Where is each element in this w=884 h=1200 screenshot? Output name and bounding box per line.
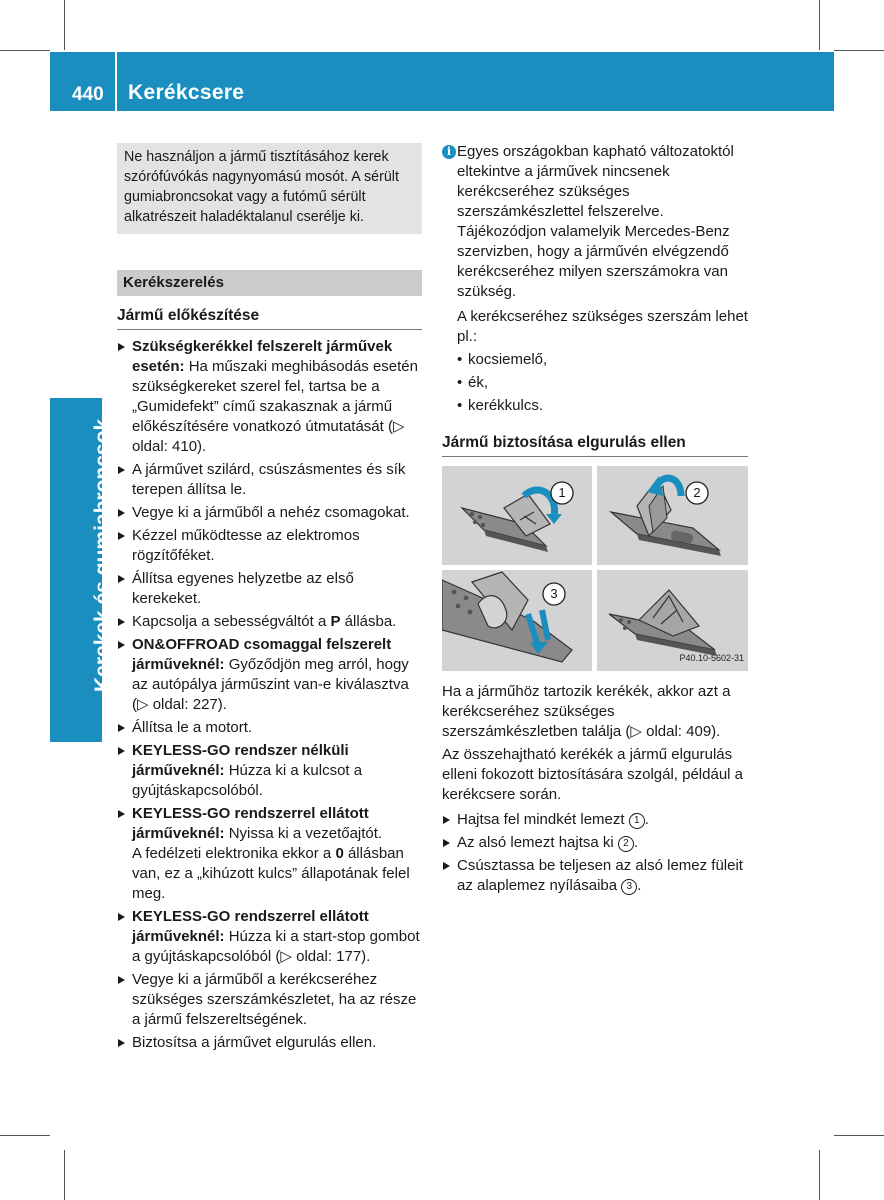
step-bold: ON&OFFROAD csomaggal felszerelt járműveknél:: [132, 636, 392, 673]
step-text: Vegye ki a járműből a kerékcseréhez szükséges szerszámkészletet, ha az része a jármű felszereltségének.: [132, 971, 417, 1028]
step-item: [117, 569, 422, 609]
step-bold: KEYLESS-GO rendszer nélküli járműveknél:: [132, 742, 349, 779]
step-item: [117, 460, 422, 500]
step-text: Húzza ki a start-stop gombot a gyújtáskapcsolóból (▷ oldal: 177).: [132, 928, 420, 965]
info-text: Egyes országokban kapható változatoktól eltekintve a járművek nincsenek kerékcseréhez szükséges szerszámkészlettel felszerelve. Tájékozódjon valamelyik Mercedes-Benz szervizben, hogy a járművén elvégzendő kerékcseréhez milyen szerszámokra van szükség.: [457, 143, 734, 300]
step-text: Kézzel működtesse az elektromos rögzítőféket.: [132, 527, 360, 564]
tool-item: • ék,: [457, 373, 748, 393]
callout-ref: 2: [618, 836, 634, 852]
figure-code: P40.10-5602-31: [679, 653, 744, 663]
warning-note: Ne használjon a jármű tisztításához kerek szórófúvókás nagynyomású mosót. A sérült gumiabroncsokat vagy a futómű sérült alkatrészeit haladéktalanul cserélje ki.: [117, 143, 422, 234]
info-icon: i: [442, 145, 456, 159]
page-title: Kerékcsere: [128, 81, 245, 104]
step-text: Az alsó lemezt hajtsa ki: [457, 834, 618, 851]
chapter-tab-label: Kerekek és gumiabroncsok: [91, 418, 114, 692]
step-text: Állítsa le a motort.: [132, 719, 253, 736]
step-bold: Szükségkerékkel felszerelt járművek esetén:: [132, 338, 393, 375]
section-heading: Kerékszerelés: [117, 270, 422, 296]
chock-illustration-3: [442, 570, 592, 671]
step-item: [117, 718, 422, 738]
step-list: [442, 810, 748, 896]
page-number: 440: [72, 84, 104, 105]
callout-3: 3: [550, 586, 558, 601]
step-item: [117, 526, 422, 566]
step-item: [117, 635, 422, 715]
crop-mark: [0, 1135, 50, 1136]
step-text: Vegye ki a járműből a nehéz csomagokat.: [132, 504, 410, 521]
paragraph: Ha a járműhöz tartozik kerékék, akkor azt a kerékcseréhez szükséges szerszámkészletben találja (▷ oldal: 409).: [442, 683, 731, 740]
step-item: [117, 741, 422, 801]
crop-mark: [834, 1135, 884, 1136]
callout-ref: 3: [621, 879, 637, 895]
step-text: Győződjön meg arról, hogy az autópálya járműszint van-e kiválasztva (▷ oldal: 227).: [132, 656, 409, 713]
tools-intro: A kerékcseréhez szükséges szerszám lehet pl.:: [457, 308, 748, 345]
figure-panel-3: [442, 570, 592, 671]
tools-list: [442, 350, 748, 416]
paragraph: Az összehajtható kerékék a jármű elgurulás elleni fokozott biztosítására szolgál, például a kerékcsere során.: [442, 746, 744, 803]
tool-item: • kocsiemelő,: [457, 350, 748, 370]
step-end: .: [633, 834, 639, 851]
left-column: [117, 143, 422, 1056]
step-end: .: [644, 811, 649, 828]
step-text: Állítsa egyenes helyzetbe az első kerekeket.: [132, 570, 354, 607]
callout-2: 2: [693, 485, 701, 500]
chock-illustration-2: [597, 466, 748, 565]
step-item: [117, 804, 422, 904]
crop-mark: [0, 50, 50, 51]
step-text: állásba.: [340, 613, 397, 630]
step-item: [442, 833, 748, 853]
step-extra: állásban van, ez a „kihúzott kulcs” állapotának felel meg.: [132, 845, 410, 902]
header-divider: [115, 52, 117, 111]
ignition-position: 0: [335, 845, 344, 862]
step-item: [117, 907, 422, 967]
step-text: Biztosítsa a járművet elgurulás ellen.: [132, 1034, 377, 1051]
step-item: [117, 1033, 422, 1053]
crop-mark: [64, 0, 65, 50]
wheel-chock-figure: [442, 466, 748, 671]
chock-illustration-1: [442, 466, 592, 565]
figure-panel-2: [597, 466, 748, 565]
step-text: Kapcsolja a sebességváltót a: [132, 613, 331, 630]
subheading: Jármű biztosítása elgurulás ellen: [442, 433, 748, 457]
step-list: [117, 337, 422, 1053]
crop-mark: [64, 1150, 65, 1200]
crop-mark: [819, 1150, 820, 1200]
step-text: A járművet szilárd, csúszásmentes és sík terepen állítsa le.: [132, 461, 406, 498]
step-item: [442, 856, 748, 896]
subheading: Jármű előkészítése: [117, 306, 422, 330]
figure-panel-4: [597, 570, 748, 671]
step-text: Csúsztassa be teljesen az alsó lemez füleit az alaplemez nyílásaiba: [457, 857, 743, 894]
callout-1: 1: [558, 485, 566, 500]
figure-panel-1: [442, 466, 592, 565]
tool-item: • kerékkulcs.: [457, 396, 748, 416]
info-note: [442, 142, 748, 302]
step-item: [442, 810, 748, 830]
step-item: [117, 970, 422, 1030]
step-extra: A fedélzeti elektronika ekkor a: [132, 845, 336, 862]
step-bold: KEYLESS-GO rendszerrel ellátott járműveknél:: [132, 908, 369, 945]
crop-mark: [834, 50, 884, 51]
step-text: Húzza ki a kulcsot a gyújtáskapcsolóból.: [132, 762, 363, 799]
step-item: [117, 612, 422, 632]
step-item: [117, 503, 422, 523]
step-bold: KEYLESS-GO rendszerrel ellátott járműveknél:: [132, 805, 369, 842]
step-text: Nyissa ki a vezetőajtót.: [224, 825, 383, 842]
step-text: Ha műszaki meghibásodás esetén szükségkereket szerel fel, tartsa be a „Gumidefekt” című szakasznak a jármű előkészítésére vonatkozó útmutatását (▷ oldal: 410).: [132, 358, 418, 455]
step-end: .: [637, 877, 642, 894]
step-item: [117, 337, 422, 457]
step-text: Hajtsa fel mindkét lemezt: [457, 811, 629, 828]
crop-mark: [819, 0, 820, 50]
callout-ref: 1: [629, 813, 645, 829]
right-column: [442, 142, 748, 899]
gear-position: P: [330, 613, 341, 630]
